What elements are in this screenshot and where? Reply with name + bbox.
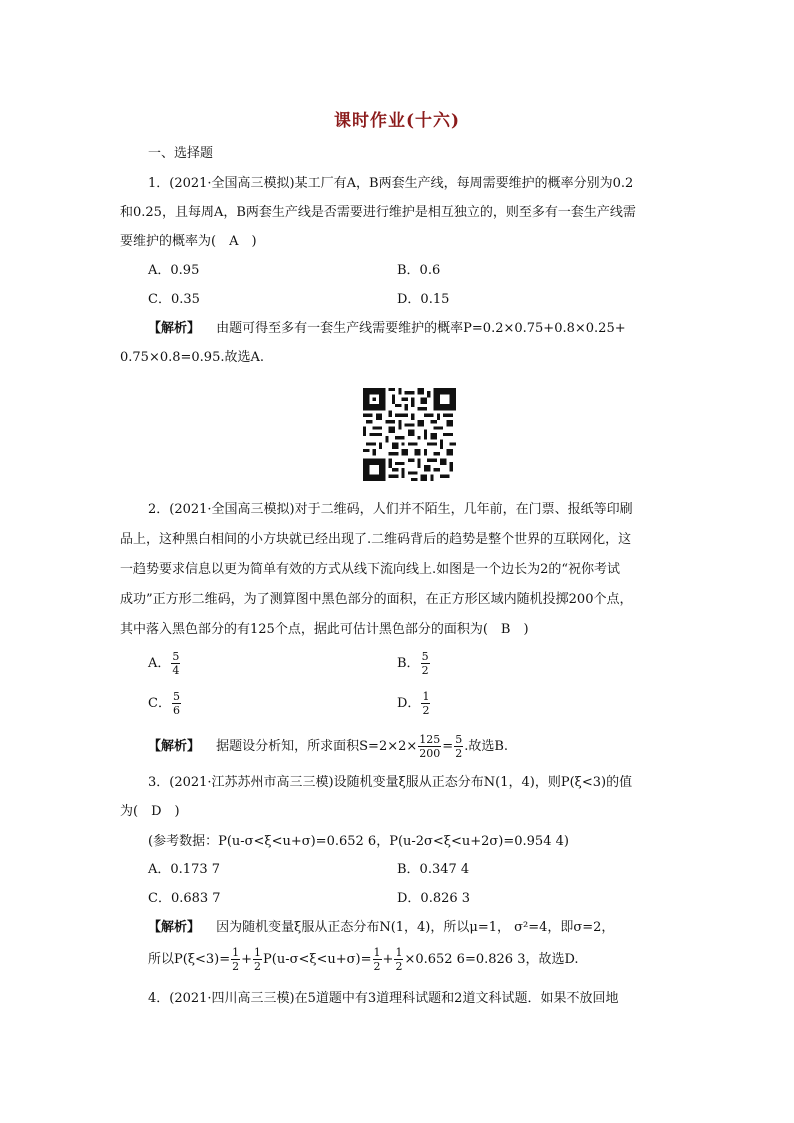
numerator: 1: [395, 946, 403, 959]
q3-option-a: A．0.173 7: [148, 862, 221, 877]
q1-analysis-text: 由题可得至多有一套生产线需要维护的概率P=0.2×0.75+0.8×0.25+: [216, 321, 626, 336]
numerator: 1: [232, 946, 240, 959]
analysis-tag: 【解析】: [148, 321, 201, 336]
q3-option-c: C．0.683 7: [148, 891, 221, 906]
option-label: D．: [397, 696, 421, 711]
numerator: 1: [422, 690, 430, 703]
q3-reference-data: (参考数据：P(u-σ<ξ<u+σ)=0.652 6，P(u-2σ<ξ<u+2σ)=0.954 4): [148, 834, 569, 849]
denominator: 2: [373, 960, 381, 973]
text: 所以P(ξ<3)=: [148, 952, 231, 967]
option-fraction: [172, 690, 181, 717]
fraction-half: [394, 946, 403, 973]
denominator: 2: [254, 960, 262, 973]
q1-line-2: 和0.25，且每周A，B两套生产线是否需要进行维护是相互独立的，则至多有一套生产线需: [120, 205, 636, 220]
fraction-half: [253, 946, 262, 973]
q3-option-b: B．0.347 4: [397, 862, 470, 877]
equals-sign: =: [442, 739, 454, 754]
q3-line-1: 3．(2021·江苏苏州市高三三模)设随机变量ξ服从正态分布N(1，4)，则P(ξ<3)的值: [148, 775, 633, 790]
text: P(u-σ<ξ<u+σ)=: [263, 952, 372, 967]
q1-line-1: 1．(2021·全国高三模拟)某工厂有A，B两套生产线，每周需要维护的概率分别为0.2: [148, 176, 634, 191]
q1-line-3: 要维护的概率为( A ): [120, 234, 257, 249]
option-fraction: [171, 650, 180, 677]
numerator: 125: [419, 733, 441, 746]
q1-option-c: C．0.35: [148, 292, 200, 307]
q2-option-b: [397, 650, 431, 677]
q3-line-2: 为( D ): [120, 804, 180, 819]
q1-option-b: B．0.6: [397, 263, 441, 278]
numerator: 5: [172, 690, 180, 703]
q1-option-a: A．0.95: [148, 263, 200, 278]
plus-sign: +: [241, 952, 253, 967]
option-label: B．: [397, 656, 420, 671]
denominator: 2: [422, 704, 430, 717]
plus-sign: +: [382, 952, 394, 967]
q2-line-2: 品上，这种黑白相间的小方块就已经出现了.二维码背后的趋势是整个世界的互联网化，这: [120, 532, 632, 547]
q1-analysis-line-2: 0.75×0.8=0.95.故选A.: [120, 350, 265, 365]
analysis-tag: 【解析】: [148, 739, 201, 754]
numerator: 1: [254, 946, 262, 959]
option-fraction: [421, 690, 430, 717]
option-label: C．: [148, 696, 171, 711]
q2-line-3: 一趋势要求信息以更为简单有效的方式从线下流向线上.如图是一个边长为2的“祝你考试: [120, 562, 621, 577]
denominator: 2: [395, 960, 403, 973]
fraction-5-2: [454, 733, 463, 760]
q2-line-4: 成功”正方形二维码，为了测算图中黑色部分的面积，在正方形区域内随机投掷200个点，: [120, 592, 633, 607]
denominator: 6: [172, 704, 180, 717]
q3-analysis-line-2: [148, 946, 579, 973]
section-heading: 一、选择题: [148, 146, 214, 161]
denominator: 2: [232, 960, 240, 973]
q3-analysis-line-1: [148, 919, 614, 937]
denominator: 2: [421, 664, 429, 677]
q2-option-c: [148, 690, 182, 717]
q1-analysis-line-1: [148, 320, 626, 338]
fraction-half: [231, 946, 240, 973]
q2-option-d: [397, 690, 431, 717]
option-fraction: [421, 650, 430, 677]
option-label: A．: [148, 656, 171, 671]
numerator: 1: [373, 946, 381, 959]
q2-line-1: 2．(2021·全国高三模拟)对于二维码，人们并不陌生，几年前，在门票、报纸等印刷: [148, 502, 633, 517]
qr-code-image: [361, 388, 458, 481]
denominator: 2: [455, 747, 463, 760]
page-title: 课时作业(十六): [333, 111, 461, 131]
numerator: 5: [421, 650, 429, 663]
numerator: 5: [455, 733, 463, 746]
numerator: 5: [172, 650, 180, 663]
q3-analysis-text: 因为随机变量ξ服从正态分布N(1，4)，所以μ=1， σ²=4，即σ=2，: [216, 920, 615, 935]
text: ×0.652 6=0.826 3，故选D.: [404, 952, 579, 967]
analysis-tag: 【解析】: [148, 920, 201, 935]
q2-option-a: [148, 650, 181, 677]
q4-line-1: 4．(2021·四川高三三模)在5道题中有3道理科试题和2道文科试题．如果不放回地: [148, 991, 619, 1006]
q3-option-d: D．0.826 3: [397, 891, 471, 906]
q2-analysis-text: 据题设分析知，所求面积S=2×2×: [216, 739, 418, 754]
q2-analysis: [148, 733, 508, 760]
fraction-125-200: [418, 733, 441, 760]
q2-analysis-end: .故选B.: [464, 739, 509, 754]
fraction-half: [373, 946, 382, 973]
denominator: 200: [419, 747, 441, 760]
q2-line-5: 其中落入黑色部分的有125个点，据此可估计黑色部分的面积为( B ): [120, 622, 529, 637]
denominator: 4: [172, 664, 180, 677]
q1-option-d: D．0.15: [397, 292, 450, 307]
